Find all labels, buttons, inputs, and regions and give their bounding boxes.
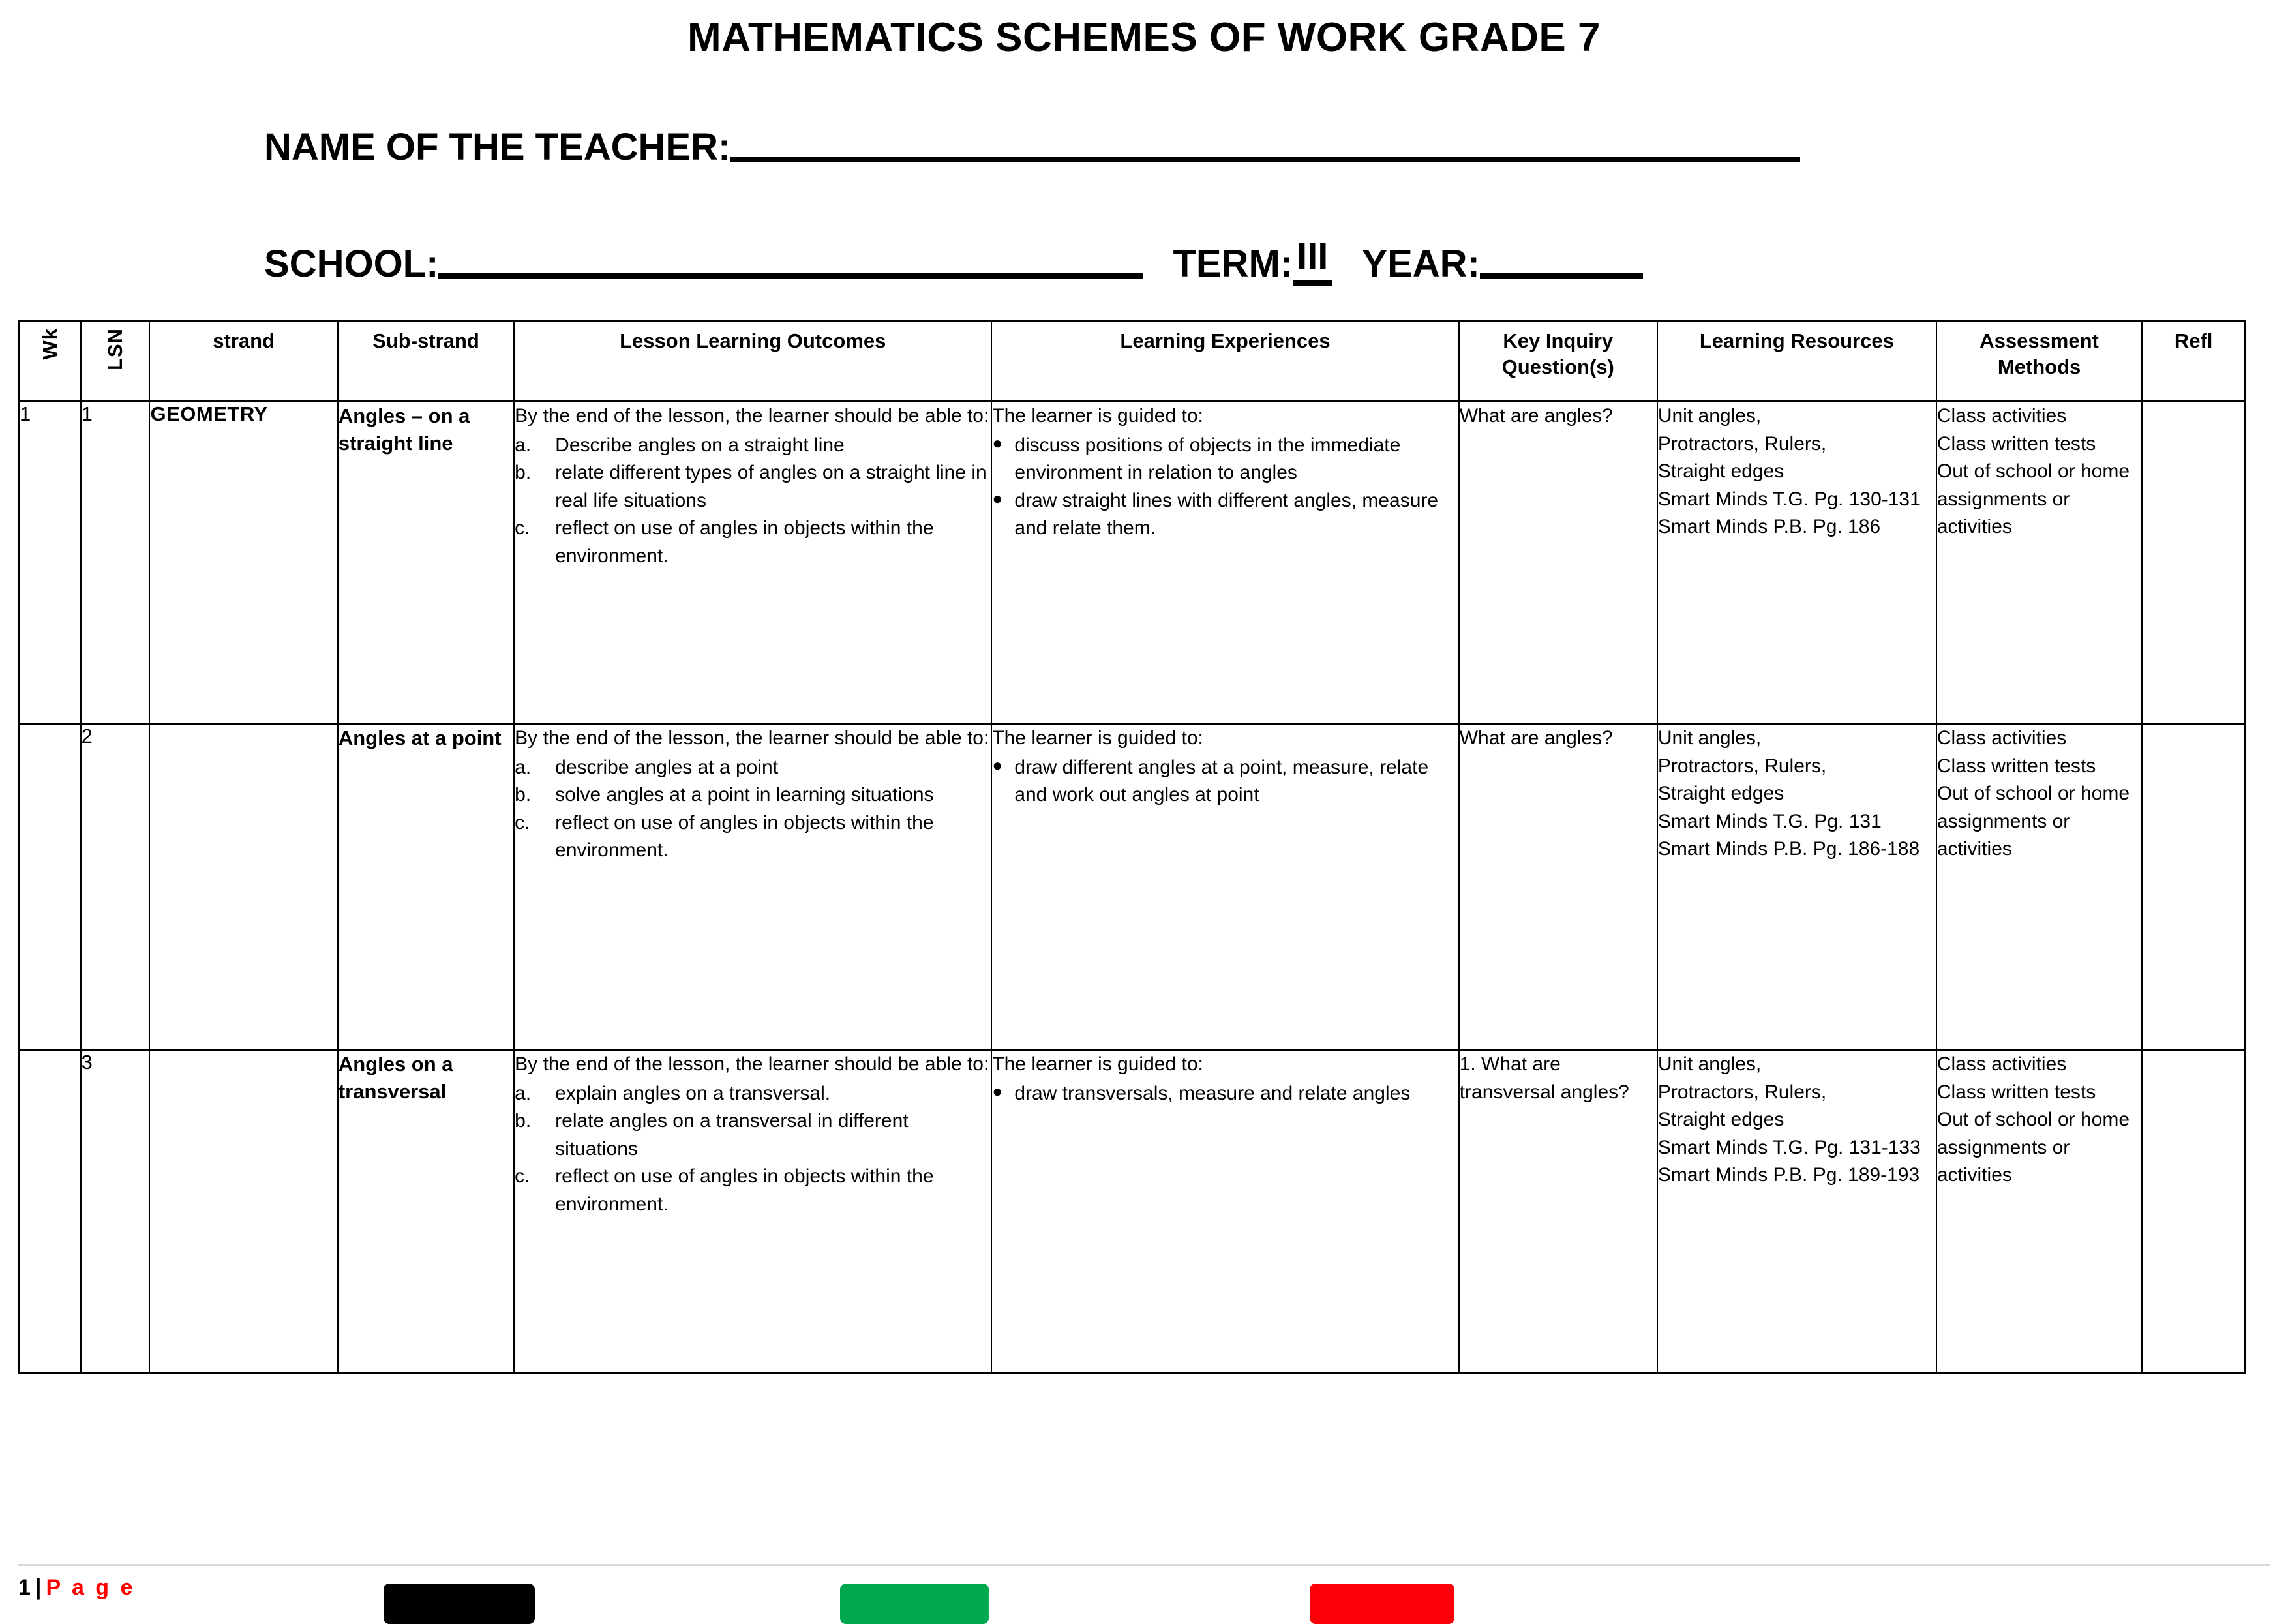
col-header-key-inquiry: Key Inquiry Question(s) — [1459, 321, 1657, 401]
teacher-input-rule[interactable] — [730, 156, 1800, 162]
col-header-strand: strand — [149, 321, 337, 401]
page-title: MATHEMATICS SCHEMES OF WORK GRADE 7 — [687, 15, 1601, 60]
outcome-marker: a. — [515, 1082, 532, 1104]
cell-strand — [149, 1050, 337, 1373]
cell-reflection — [2142, 1050, 2245, 1373]
assessment-item: Class written tests — [1936, 1081, 2096, 1103]
col-header-learning-outcomes: Lesson Learning Outcomes — [514, 321, 991, 401]
assessment-item: Out of school or home assignments or activities — [1936, 460, 2130, 538]
outcome-item — [515, 432, 991, 460]
assessment-item: Out of school or home assignments or activities — [1936, 783, 2130, 860]
experiences-list — [992, 1080, 1458, 1108]
outcome-marker: c. — [515, 811, 530, 834]
experiences-list — [992, 432, 1458, 543]
outcome-item — [515, 1080, 991, 1108]
outcome-item — [515, 459, 991, 515]
outcome-marker: a. — [515, 756, 532, 778]
outcome-marker: a. — [515, 434, 532, 456]
key-inquiry-list — [1460, 1051, 1657, 1106]
cell-week — [19, 724, 81, 1050]
cell-substrand: Angles at a point — [338, 724, 514, 1050]
outcome-marker: c. — [515, 517, 530, 539]
col-header-substrand: Sub-strand — [338, 321, 514, 401]
key-inquiry-item: What are angles? — [1459, 727, 1613, 749]
assessment-list — [1937, 725, 2141, 864]
outcomes-lead: By the end of the lesson, the learner should be able to: — [515, 1053, 989, 1075]
resource-item: Smart Minds P.B. Pg. 189-193 — [1657, 1164, 1920, 1186]
resource-item: Smart Minds T.G. Pg. 131-133 — [1657, 1136, 1921, 1158]
cell-reflection — [2142, 401, 2245, 724]
term-label: TERM: — [1173, 243, 1293, 285]
table-row — [19, 724, 2245, 1050]
col-header-assessment-methods: Assessment Methods — [1936, 321, 2142, 401]
experience-item: ● discuss positions of objects in the immediate environment in relation to angles — [992, 432, 1458, 487]
outcome-item — [515, 781, 991, 809]
schemes-of-work-table — [18, 320, 2246, 1374]
cell-lesson: 2 — [81, 724, 150, 1050]
school-term-year-row — [264, 235, 1643, 286]
key-inquiry-list — [1460, 402, 1657, 430]
outcomes-lead: By the end of the lesson, the learner should be able to: — [515, 727, 989, 749]
resource-item: Protractors, Rulers, — [1657, 755, 1827, 777]
col-header-learning-experiences: Learning Experiences — [991, 321, 1458, 401]
outcome-text: reflect on use of angles in objects within the environment. — [555, 1165, 934, 1215]
cell-substrand: Angles – on a straight line — [338, 401, 514, 724]
assessment-item: Out of school or home assignments or activities — [1936, 1109, 2130, 1186]
outcome-text: reflect on use of angles in objects within the environment. — [555, 811, 934, 862]
table-row — [19, 401, 2245, 724]
cell-key-inquiry — [1459, 1050, 1657, 1373]
year-label: YEAR: — [1362, 243, 1480, 285]
assessment-item: Class activities — [1936, 1053, 2067, 1075]
school-input-rule[interactable] — [438, 273, 1143, 279]
cell-week — [19, 1050, 81, 1373]
cell-key-inquiry — [1459, 724, 1657, 1050]
resource-item: Straight edges — [1657, 1109, 1784, 1131]
cell-key-inquiry — [1459, 401, 1657, 724]
teacher-field-row — [264, 125, 1800, 169]
experiences-lead: The learner is guided to: — [992, 405, 1203, 427]
outcome-item — [515, 1107, 991, 1163]
col-header-week: Wk — [19, 321, 81, 401]
assessment-item: Class activities — [1936, 727, 2067, 749]
cell-learning-outcomes — [514, 1050, 991, 1373]
outcome-item — [515, 515, 991, 570]
resource-item: Smart Minds P.B. Pg. 186-188 — [1657, 838, 1920, 860]
resource-item: Protractors, Rulers, — [1657, 432, 1827, 455]
table-header-row — [19, 321, 2245, 401]
outcome-marker: b. — [515, 462, 532, 484]
outcome-text: explain angles on a transversal. — [555, 1082, 831, 1104]
cell-strand: GEOMETRY — [149, 401, 337, 724]
resource-item: Straight edges — [1657, 783, 1784, 805]
outcome-marker: c. — [515, 1165, 530, 1188]
resources-list — [1658, 402, 1936, 541]
year-input-rule[interactable] — [1480, 273, 1643, 279]
cell-learning-outcomes — [514, 724, 991, 1050]
outcomes-list — [515, 754, 991, 865]
outcome-text: relate different types of angles on a straight line in real life situations — [555, 462, 987, 511]
key-inquiry-item: What are angles? — [1459, 405, 1613, 427]
resource-item: Smart Minds T.G. Pg. 131 — [1657, 810, 1882, 832]
outcome-text: describe angles at a point — [555, 756, 779, 778]
resource-item: Smart Minds T.G. Pg. 130-131 — [1657, 488, 1921, 510]
key-inquiry-list — [1460, 725, 1657, 753]
resources-list — [1658, 1051, 1936, 1190]
resource-item: Smart Minds P.B. Pg. 186 — [1657, 516, 1881, 538]
outcomes-list — [515, 1080, 991, 1219]
cell-learning-experiences — [991, 1050, 1458, 1373]
col-header-learning-resources: Learning Resources — [1657, 321, 1936, 401]
cell-learning-resources — [1657, 1050, 1936, 1373]
outcome-marker: b. — [515, 784, 532, 806]
key-inquiry-item: 1. What are transversal angles? — [1459, 1053, 1629, 1103]
cell-assessment-methods — [1936, 401, 2142, 724]
assessment-item: Class activities — [1936, 405, 2067, 427]
outcome-text: relate angles on a transversal in different situations — [555, 1110, 909, 1160]
cell-assessment-methods — [1936, 724, 2142, 1050]
outcome-item — [515, 809, 991, 865]
teacher-label: NAME OF THE TEACHER: — [264, 126, 731, 168]
cell-learning-experiences — [991, 724, 1458, 1050]
outcome-text: reflect on use of angles in objects within the environment. — [555, 517, 934, 567]
assessment-list — [1937, 1051, 2141, 1190]
cell-substrand: Angles on a transversal — [338, 1050, 514, 1373]
experience-item: ● draw different angles at a point, measure, relate and work out angles at point — [992, 754, 1458, 809]
cell-assessment-methods — [1936, 1050, 2142, 1373]
experiences-list — [992, 754, 1458, 809]
outcome-text: Describe angles on a straight line — [555, 434, 845, 456]
page-number-footer — [18, 1575, 135, 1601]
outcome-item — [515, 754, 991, 782]
outcome-text: solve angles at a point in learning situations — [555, 784, 934, 806]
experiences-lead: The learner is guided to: — [992, 727, 1203, 749]
resources-list — [1658, 725, 1936, 864]
cell-learning-outcomes — [514, 401, 991, 724]
assessment-item: Class written tests — [1936, 755, 2096, 777]
col-header-reflection: Refl — [2142, 321, 2245, 401]
schemes-of-work-table-wrapper — [18, 320, 2246, 1374]
assessment-list — [1937, 402, 2141, 541]
assessment-item: Class written tests — [1936, 432, 2096, 455]
table-body — [19, 401, 2245, 1373]
resource-item: Straight edges — [1657, 460, 1784, 483]
page-word: P a g e — [46, 1575, 136, 1600]
footer-divider — [18, 1564, 2270, 1566]
cell-lesson: 1 — [81, 401, 150, 724]
cell-strand — [149, 724, 337, 1050]
cell-learning-experiences — [991, 401, 1458, 724]
term-value[interactable]: III — [1293, 235, 1332, 286]
outcome-marker: b. — [515, 1110, 532, 1132]
outcomes-lead: By the end of the lesson, the learner should be able to: — [515, 405, 989, 427]
resource-item: Unit angles, — [1657, 727, 1762, 749]
cell-week: 1 — [19, 401, 81, 724]
cell-reflection — [2142, 724, 2245, 1050]
outcome-item — [515, 1163, 991, 1218]
outcomes-list — [515, 432, 991, 571]
resource-item: Protractors, Rulers, — [1657, 1081, 1827, 1103]
experience-item: ● draw transversals, measure and relate angles — [992, 1080, 1458, 1108]
page-number-value: 1 — [18, 1575, 31, 1600]
table-row — [19, 1050, 2245, 1373]
school-label: SCHOOL: — [264, 243, 439, 285]
experience-item: ● draw straight lines with different angles, measure and relate them. — [992, 487, 1458, 543]
cell-lesson: 3 — [81, 1050, 150, 1373]
cell-learning-resources — [1657, 401, 1936, 724]
page-separator: | — [35, 1575, 42, 1600]
cell-learning-resources — [1657, 724, 1936, 1050]
experiences-lead: The learner is guided to: — [992, 1053, 1203, 1075]
resource-item: Unit angles, — [1657, 405, 1762, 427]
col-header-lesson: LSN — [81, 321, 150, 401]
resource-item: Unit angles, — [1657, 1053, 1762, 1075]
